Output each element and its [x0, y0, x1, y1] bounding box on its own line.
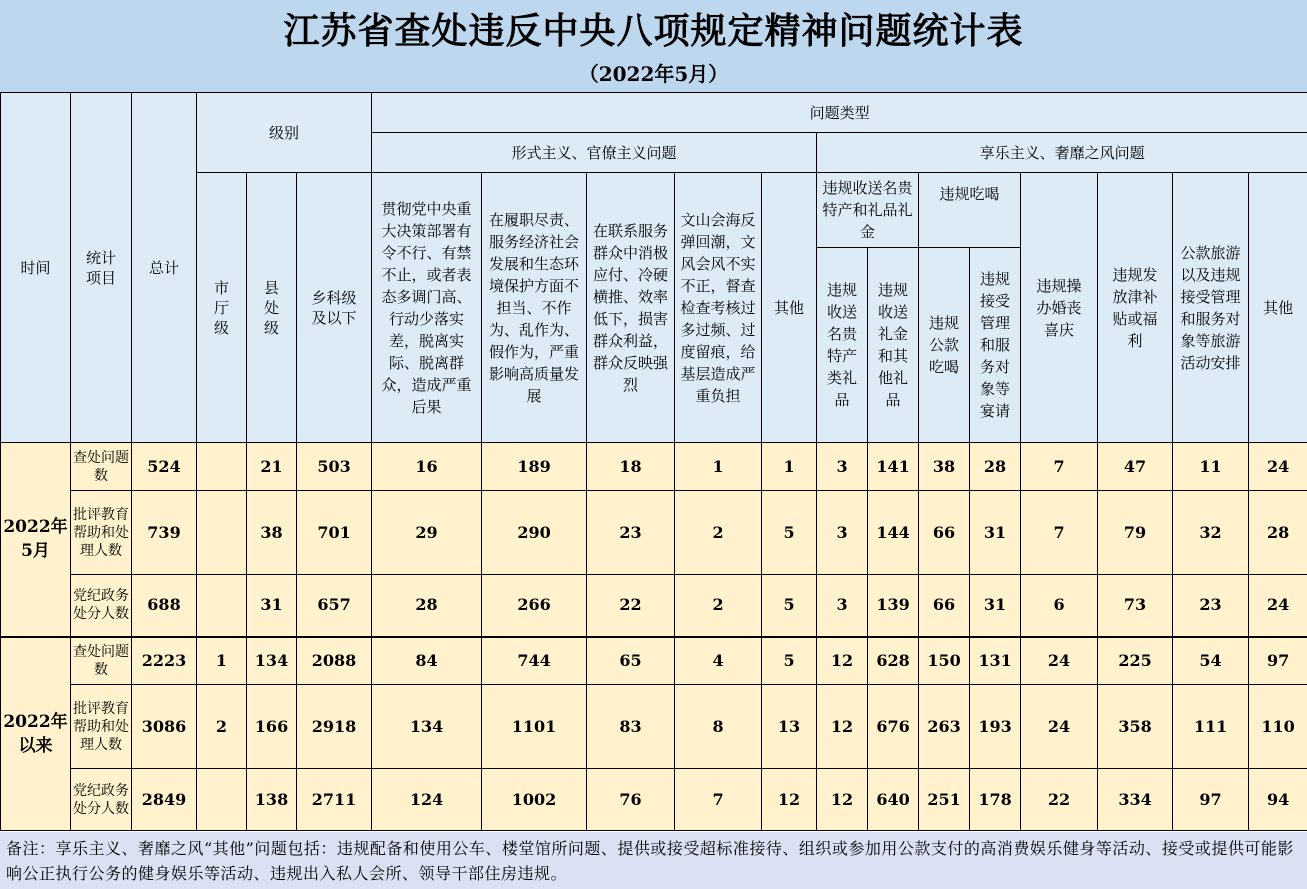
cell: 251	[919, 769, 970, 831]
cell: 66	[919, 491, 970, 575]
cell: 24	[1249, 575, 1307, 637]
cell	[197, 575, 247, 637]
cell: 31	[247, 575, 297, 637]
cell: 21	[247, 443, 297, 491]
cell: 640	[868, 769, 919, 831]
header-time: 时间	[1, 93, 71, 443]
cell: 94	[1249, 769, 1307, 831]
table-row	[1, 685, 1307, 769]
header-hedonism-col-1: 违规收送名贵特产类礼品	[817, 248, 868, 443]
cell: 31	[970, 575, 1021, 637]
row-item: 党纪政务处分人数	[71, 769, 132, 831]
cell: 97	[1173, 769, 1249, 831]
cell: 111	[1173, 685, 1249, 769]
cell: 2088	[297, 637, 372, 685]
cell: 2	[675, 575, 762, 637]
cell: 124	[372, 769, 482, 831]
group-time: 2022年5月	[1, 443, 71, 637]
cell: 1	[762, 443, 817, 491]
cell: 24	[1021, 685, 1098, 769]
header-hedonism-col-5: 违规操办婚丧喜庆	[1021, 173, 1098, 443]
cell: 83	[587, 685, 675, 769]
cell: 2918	[297, 685, 372, 769]
cell: 12	[817, 685, 868, 769]
header-level: 级别	[197, 93, 372, 173]
cell: 28	[372, 575, 482, 637]
cell: 12	[817, 637, 868, 685]
cell: 134	[247, 637, 297, 685]
header-problem-type: 问题类型	[372, 93, 1307, 133]
page-subtitle: （2022年5月）	[578, 62, 729, 86]
cell: 31	[970, 491, 1021, 575]
cell: 144	[868, 491, 919, 575]
cell: 38	[919, 443, 970, 491]
cell: 84	[372, 637, 482, 685]
title-banner	[0, 0, 1307, 92]
header-level-town: 乡科级及以下	[297, 173, 372, 443]
cell: 24	[1249, 443, 1307, 491]
cell: 2223	[132, 637, 197, 685]
cell	[197, 443, 247, 491]
table-row	[1, 769, 1307, 831]
cell: 6	[1021, 575, 1098, 637]
header-hedonism-col-2: 违规收送礼金和其他礼品	[868, 248, 919, 443]
table-row	[1, 637, 1307, 685]
cell: 1101	[482, 685, 587, 769]
cell: 676	[868, 685, 919, 769]
cell: 166	[247, 685, 297, 769]
cell: 73	[1098, 575, 1173, 637]
row-item: 党纪政务处分人数	[71, 575, 132, 637]
cell: 2	[197, 685, 247, 769]
cell: 22	[587, 575, 675, 637]
cell: 628	[868, 637, 919, 685]
cell: 3086	[132, 685, 197, 769]
table-row	[1, 443, 1307, 491]
footnote: 备注：享乐主义、奢靡之风“其他”问题包括：违规配备和使用公车、楼堂馆所问题、提供或接受超标准接待、组织或参加用公款支付的高消费娱乐健身等活动、接受或提供可能影响公正执行公务的健身娱乐等活动、违规出入私人会所、领导干部住房违规。	[0, 832, 1307, 889]
cell: 141	[868, 443, 919, 491]
cell: 263	[919, 685, 970, 769]
header-item: 统计项目	[71, 93, 132, 443]
group-time: 2022年以来	[1, 637, 71, 831]
cell: 2849	[132, 769, 197, 831]
cell: 3	[817, 575, 868, 637]
cell	[197, 491, 247, 575]
cell: 657	[297, 575, 372, 637]
cell: 12	[762, 769, 817, 831]
cell: 23	[587, 491, 675, 575]
cell: 503	[297, 443, 372, 491]
cell: 32	[1173, 491, 1249, 575]
cell	[197, 769, 247, 831]
cell: 79	[1098, 491, 1173, 575]
cell: 22	[1021, 769, 1098, 831]
cell: 2	[675, 491, 762, 575]
cell: 76	[587, 769, 675, 831]
header-hedonism: 享乐主义、奢靡之风问题	[817, 133, 1307, 173]
header-total: 总计	[132, 93, 197, 443]
header-hedonism-col-6: 违规发放津补贴或福利	[1098, 173, 1173, 443]
page-title: 江苏省查处违反中央八项规定精神问题统计表	[283, 10, 1024, 52]
cell: 178	[970, 769, 1021, 831]
header-formalism-col-1: 贯彻党中央重大决策部署有令不行、有禁不止，或者表态多调门高、行动少落实差，脱离实际、脱离群众，造成严重后果	[372, 173, 482, 443]
cell: 131	[970, 637, 1021, 685]
cell: 739	[132, 491, 197, 575]
cell: 1	[675, 443, 762, 491]
header-level-county: 县处级	[247, 173, 297, 443]
cell: 28	[970, 443, 1021, 491]
cell: 29	[372, 491, 482, 575]
cell: 38	[247, 491, 297, 575]
cell: 1	[197, 637, 247, 685]
cell: 266	[482, 575, 587, 637]
cell: 66	[919, 575, 970, 637]
cell: 358	[1098, 685, 1173, 769]
cell: 138	[247, 769, 297, 831]
header-hedonism-other: 其他	[1249, 173, 1307, 443]
row-item: 批评教育帮助和处理人数	[71, 491, 132, 575]
header-formalism-col-4: 文山会海反弹回潮，文风会风不实不正，督查检查考核过多过频、过度留痕，给基层造成严重负担	[675, 173, 762, 443]
cell: 744	[482, 637, 587, 685]
row-item: 查处问题数	[71, 443, 132, 491]
header-formalism-col-3: 在联系服务群众中消极应付、冷硬横推、效率低下，损害群众利益，群众反映强烈	[587, 173, 675, 443]
cell: 5	[762, 575, 817, 637]
cell: 54	[1173, 637, 1249, 685]
cell: 7	[1021, 491, 1098, 575]
cell: 4	[675, 637, 762, 685]
cell: 524	[132, 443, 197, 491]
cell: 8	[675, 685, 762, 769]
cell: 1002	[482, 769, 587, 831]
header-hedonism-col-3: 违规公款吃喝	[919, 248, 970, 443]
cell: 193	[970, 685, 1021, 769]
header-dining: 违规吃喝	[919, 173, 1021, 248]
cell: 5	[762, 491, 817, 575]
cell: 47	[1098, 443, 1173, 491]
cell: 334	[1098, 769, 1173, 831]
table-row	[1, 575, 1307, 637]
cell: 12	[817, 769, 868, 831]
cell: 28	[1249, 491, 1307, 575]
cell: 3	[817, 443, 868, 491]
cell: 2711	[297, 769, 372, 831]
cell: 110	[1249, 685, 1307, 769]
cell: 65	[587, 637, 675, 685]
cell: 7	[1021, 443, 1098, 491]
cell: 189	[482, 443, 587, 491]
header-formalism-col-2: 在履职尽责、服务经济社会发展和生态环境保护方面不担当、不作为、乱作为、假作为，严重影响高质量发展	[482, 173, 587, 443]
cell: 290	[482, 491, 587, 575]
cell: 134	[372, 685, 482, 769]
cell: 139	[868, 575, 919, 637]
header-level-city: 市厅级	[197, 173, 247, 443]
header-hedonism-col-7: 公款旅游以及违规接受管理和服务对象等旅游活动安排	[1173, 173, 1249, 443]
cell: 11	[1173, 443, 1249, 491]
cell: 7	[675, 769, 762, 831]
cell: 3	[817, 491, 868, 575]
cell: 688	[132, 575, 197, 637]
row-item: 批评教育帮助和处理人数	[71, 685, 132, 769]
header-formalism-other: 其他	[762, 173, 817, 443]
cell: 225	[1098, 637, 1173, 685]
cell: 701	[297, 491, 372, 575]
cell: 16	[372, 443, 482, 491]
cell: 13	[762, 685, 817, 769]
cell: 97	[1249, 637, 1307, 685]
cell: 24	[1021, 637, 1098, 685]
cell: 23	[1173, 575, 1249, 637]
cell: 5	[762, 637, 817, 685]
cell: 150	[919, 637, 970, 685]
header-gifts: 违规收送名贵特产和礼品礼金	[817, 173, 919, 248]
cell: 18	[587, 443, 675, 491]
row-item: 查处问题数	[71, 637, 132, 685]
header-formalism: 形式主义、官僚主义问题	[372, 133, 817, 173]
statistics-table	[0, 92, 1307, 831]
header-hedonism-col-4: 违规接受管理和服务对象等宴请	[970, 248, 1021, 443]
table-row	[1, 491, 1307, 575]
